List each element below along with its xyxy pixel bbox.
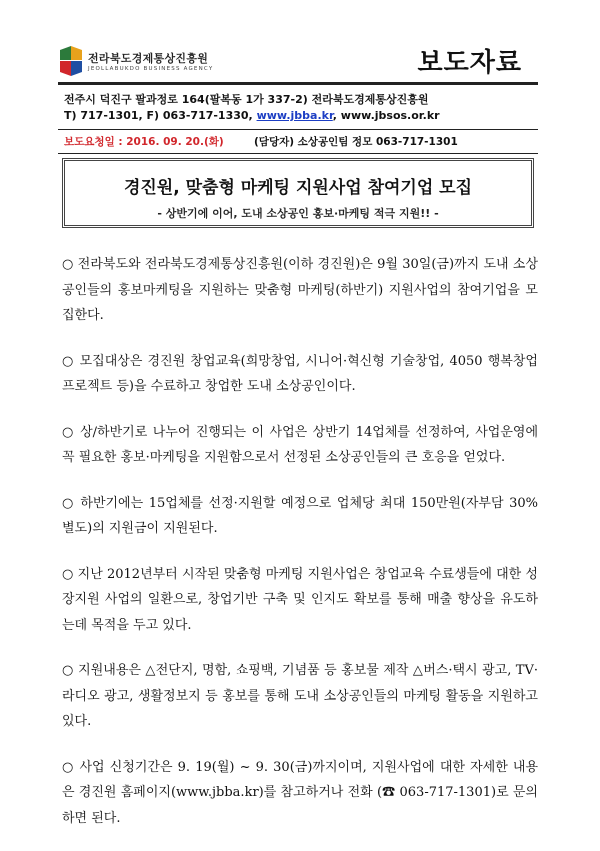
doc-type-title: 보도자료	[417, 48, 522, 78]
org-name-kr: 전라북도경제통상진흥원	[88, 52, 209, 65]
website-link-jbsos[interactable]: www.jbsos.or.kr	[340, 109, 440, 122]
paragraph-7: ○ 사업 신청기간은 9. 19(월) ~ 9. 30(금)까지이며, 지원사업에 대한 자세한 내용은 경진원 홈페이지(www.jbba.kr)를 참고하거나 전화 (☎ 063-717-1301)로 문의하면 된다.	[62, 759, 538, 826]
contact-info-box	[58, 82, 538, 154]
phone-line	[64, 109, 440, 122]
paragraph-6: ○ 지원내용은 △전단지, 명함, 쇼핑백, 기념품 등 홍보물 제작 △버스·택시 광고, TV·라디오 광고, 생활정보지 등 홍보를 통해 도내 소상공인들의 마케팅 활동을 지원하고 있다.	[62, 663, 538, 729]
request-row	[58, 129, 538, 152]
phone-fax: T) 717-1301, F) 063-717-1330,	[64, 109, 257, 122]
paragraph-5: ○ 지난 2012년부터 시작된 맞춤형 마케팅 지원사업은 창업교육 수료생들에 대한 성장지원 사업의 일환으로, 창업기반 구축 및 인지도 확보를 통해 매출 향상을 유도하는데 목적을 두고 있다.	[62, 566, 538, 633]
paragraph-2: ○ 모집대상은 경진원 창업교육(희망창업, 시니어·혁신형 기술창업, 4050 행복창업 프로젝트 등)을 수료하고 창업한 도내 소상공인이다.	[62, 353, 538, 394]
org-name-en: JEOLLABUKDO BUSINESS AGENCY	[88, 66, 214, 72]
website-separator: ,	[332, 109, 341, 122]
subheadline: - 상반기에 이어, 도내 소상공인 홍보·마케팅 적극 지원!! -	[157, 207, 439, 220]
headline: 경진원, 맞춤형 마케팅 지원사업 참여기업 모집	[123, 178, 473, 198]
headline-box	[62, 158, 534, 228]
article-body	[62, 252, 538, 851]
agency-logo-icon	[58, 46, 84, 76]
contact-person: (담당자) 소상공인팀 정모 063-717-1301	[254, 136, 458, 148]
address-line: 전주시 덕진구 팔과정로 164(팔복동 1가 337-2) 전라북도경제통상진흥원	[64, 93, 429, 106]
website-link-jbba[interactable]: www.jbba.kr	[256, 109, 333, 122]
paragraph-1: ○ 전라북도와 전라북도경제통상진흥원(이하 경진원)은 9월 30일(금)까지 도내 소상공인들의 홍보마케팅을 지원하는 맞춤형 마케팅(하반기) 지원사업의 참여기업을 모집한다.	[62, 257, 538, 323]
org-logo	[58, 44, 258, 84]
paragraph-3: ○ 상/하반기로 나누어 진행되는 이 사업은 상반기 14업체를 선정하여, 사업운영에 꼭 필요한 홍보·마케팅을 지원함으로서 선정된 소상공인들의 큰 호응을 얻었다.	[62, 424, 538, 465]
paragraph-4: ○ 하반기에는 15업체를 선정·지원할 예정으로 업체당 최대 150만원(자부담 30% 별도)의 지원금이 지원된다.	[62, 495, 538, 536]
request-date: 보도요청일 : 2016. 09. 20.(화)	[64, 136, 224, 148]
